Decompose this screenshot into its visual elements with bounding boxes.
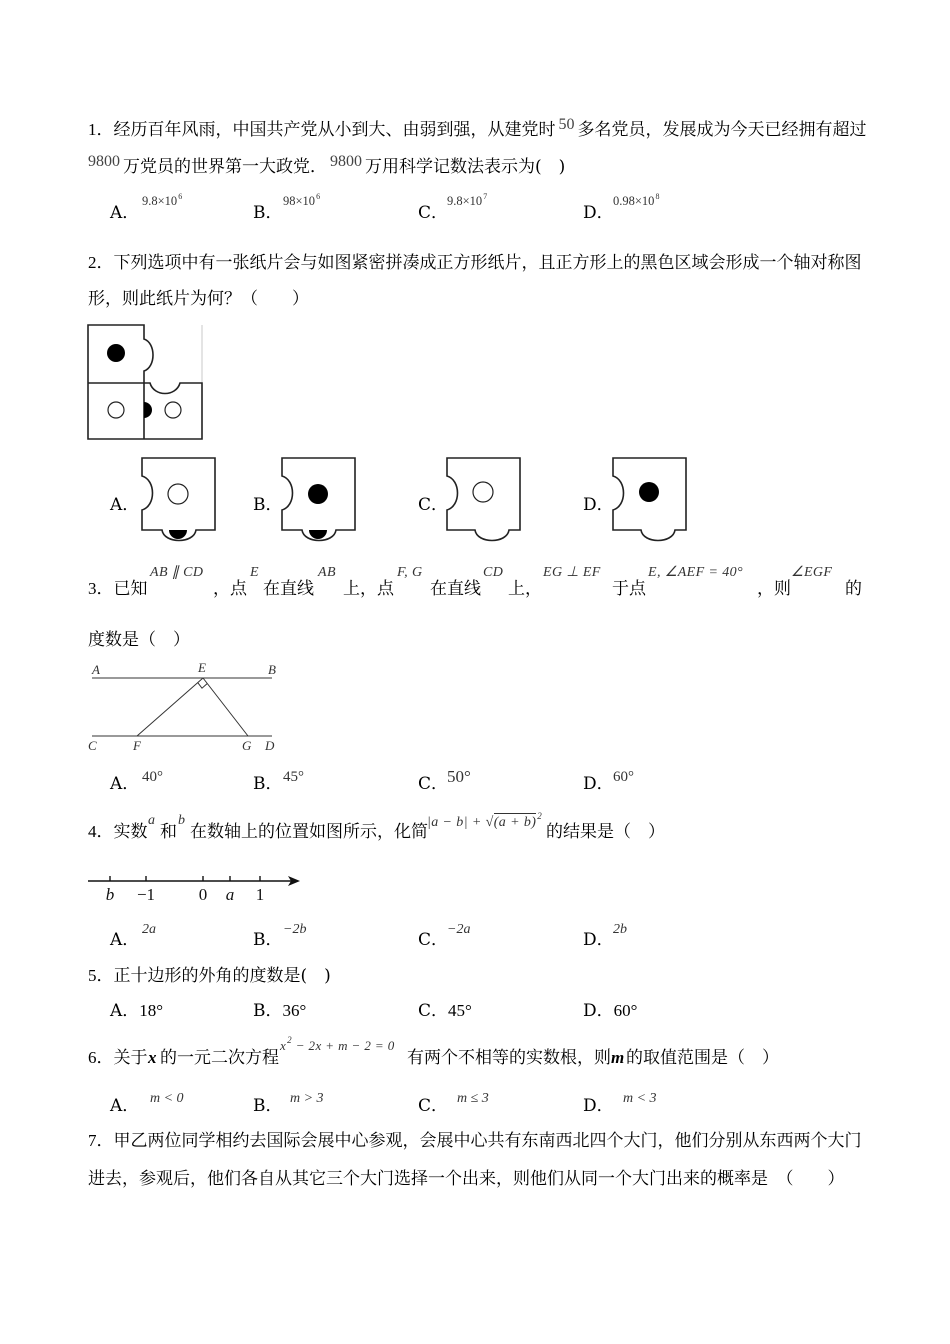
label-a: A xyxy=(92,662,100,677)
q6-option-c-value: m ≤ 3 xyxy=(457,1091,489,1106)
q3-t6: 上， xyxy=(508,579,542,599)
label-minus-one: −1 xyxy=(136,885,156,904)
q6-var-m: m xyxy=(611,1048,625,1067)
q2-option-d-figure xyxy=(609,454,691,546)
formula-radicand: (a + b) xyxy=(493,815,537,830)
q1-option-c-value xyxy=(447,192,487,212)
q6-var-x: x xyxy=(148,1048,157,1067)
q3-option-b-value: 45° xyxy=(283,769,304,785)
half-filled-circle xyxy=(169,530,187,539)
q1-option-c-base: 9.8×10 xyxy=(447,194,483,208)
q1-text1: 经历百年风雨，中国共产党从小到大、由弱到强，从建党时 xyxy=(113,120,556,140)
q4-option-d-value: 2b xyxy=(613,922,627,937)
q6-t1: 关于 xyxy=(113,1048,148,1068)
q4-option-a-value: 2a xyxy=(142,922,156,937)
q4-formula xyxy=(427,813,542,833)
q2-option-d-label: D． xyxy=(583,495,614,515)
q2-option-c-figure xyxy=(443,454,525,546)
q6-t3: 有两个不相等的实数根，则 xyxy=(407,1048,611,1068)
formula-abs: |a − b| xyxy=(427,815,468,830)
label-f: F xyxy=(133,738,141,753)
equation-var: x xyxy=(280,1038,287,1053)
half-filled-circle xyxy=(309,530,327,539)
half-filled-circle xyxy=(144,402,152,418)
q5-number: 5． xyxy=(88,966,114,985)
q1-option-a-base: 9.8×10 xyxy=(142,194,178,208)
q1-option-a-value xyxy=(142,192,182,212)
q3-math-points-fg: F, G xyxy=(397,565,423,580)
q7-line1 xyxy=(88,1130,862,1152)
q6-option-b-value: m > 3 xyxy=(290,1091,324,1106)
filled-circle xyxy=(308,484,328,504)
q4-t4: 的结果是（ ） xyxy=(546,822,665,842)
q3-t5: 在直线 xyxy=(430,579,481,599)
hollow-circle xyxy=(165,402,181,418)
q3-math-angle-egf: ∠EGF xyxy=(791,565,833,580)
q3-option-d-label: D． xyxy=(583,774,614,794)
label-g: G xyxy=(242,738,252,753)
piece-outline xyxy=(447,458,520,541)
q2-option-a-label: A． xyxy=(110,495,140,515)
q3-math-point-e: E xyxy=(250,565,259,580)
q2-number: 2． xyxy=(88,253,114,272)
right-angle-mark xyxy=(198,683,208,689)
q3-option-c-value: 50° xyxy=(447,767,471,786)
q3-t3: 在直线 xyxy=(263,579,314,599)
formula-radical: √ xyxy=(485,815,494,830)
q3-t1: 已知 xyxy=(113,579,148,599)
q6-option-a-label: A． xyxy=(110,1096,140,1116)
q4-var-a: a xyxy=(148,813,156,828)
q3-option-a-value: 40° xyxy=(142,769,163,785)
q1-line1 xyxy=(88,116,867,142)
q4-option-c-label: C． xyxy=(418,930,449,950)
q5-option-a xyxy=(110,1000,163,1022)
q2-line2: 形，则此纸片为何？（ ） xyxy=(88,289,309,309)
q5-option-c-label: C． xyxy=(418,1001,449,1021)
q1-option-b-exp: 6 xyxy=(316,192,321,201)
q4-option-a-label: A． xyxy=(110,930,140,950)
q3-option-c-label: C． xyxy=(418,774,449,794)
label-b: b xyxy=(105,885,115,904)
q1-line2 xyxy=(88,153,566,179)
piece-outline xyxy=(142,458,215,541)
label-e: E xyxy=(198,660,206,675)
q3-math-parallel: AB ∥ CD xyxy=(150,565,204,580)
q7-number: 7． xyxy=(88,1131,114,1150)
q5-option-d xyxy=(583,1000,637,1022)
label-d: D xyxy=(265,738,275,753)
q1-text2: 多名党员，发展成为今天已经拥有超过 xyxy=(577,120,867,140)
q2-option-a-figure xyxy=(138,454,220,546)
q1-option-b-base: 98×10 xyxy=(283,194,316,208)
q2-option-b-figure xyxy=(278,454,360,546)
q3-line2: 度数是（ ） xyxy=(88,630,190,650)
q2-line1 xyxy=(88,252,862,274)
q5-option-b-value: 36° xyxy=(282,1001,307,1020)
q1-option-a-exp: 6 xyxy=(178,192,183,201)
q3-option-a-label: A． xyxy=(110,774,140,794)
q6-option-d-value: m < 3 xyxy=(623,1091,657,1106)
q1-text3: 万党员的世界第一大政党． xyxy=(123,157,327,177)
q6-option-c-label: C． xyxy=(418,1096,449,1116)
q4-lead xyxy=(88,821,148,843)
q1-option-d-label: D． xyxy=(583,203,614,223)
q7-line2: 进去，参观后，他们各自从其它三个大门选择一个出来，则他们从同一个大门出来的概率是 （ ） xyxy=(88,1169,845,1189)
q7-text1: 甲乙两位同学相约去国际会展中心参观，会展中心共有东南西北四个大门，他们分别从东西两个大门 xyxy=(113,1131,862,1151)
q5-option-c-value: 45° xyxy=(448,1001,472,1020)
q6-t2: 的一元二次方程 xyxy=(160,1048,279,1068)
q6-lead xyxy=(88,1047,148,1069)
hollow-circle xyxy=(108,402,124,418)
q3-math-line-cd: CD xyxy=(483,565,504,580)
q4-t3: 在数轴上的位置如图所示，化简 xyxy=(190,822,428,842)
equation-exp: 2 xyxy=(287,1035,293,1045)
q5-option-a-label: A． xyxy=(110,1001,140,1021)
q3-t9: 的 xyxy=(845,579,862,599)
q1-option-d-base: 0.98×10 xyxy=(613,194,655,208)
q3-t7: 于点 xyxy=(612,579,646,599)
hollow-circle xyxy=(473,482,493,502)
q5-line xyxy=(88,965,331,987)
q3-option-d-value: 60° xyxy=(613,769,634,785)
formula-plus: + xyxy=(471,815,482,830)
filled-circle xyxy=(107,344,125,362)
label-a: a xyxy=(225,885,235,904)
q3-number: 3． xyxy=(88,579,114,598)
q5-option-b xyxy=(253,1000,306,1022)
q4-t1: 实数 xyxy=(113,822,148,842)
q3-math-line-ab: AB xyxy=(318,565,336,580)
q1-option-b-value xyxy=(283,192,320,212)
segment-eg xyxy=(203,678,248,736)
puzzle-outline xyxy=(88,325,202,439)
q3-geometry-figure xyxy=(84,658,284,754)
q5-option-d-label: D． xyxy=(583,1001,614,1021)
q4-var-b: b xyxy=(178,813,186,828)
q3-math-angle-aef: E, ∠AEF = 40° xyxy=(648,565,744,580)
q5-option-b-label: B． xyxy=(253,1001,283,1021)
q2-text1: 下列选项中有一张纸片会与如图紧密拼凑成正方形纸片，且正方形上的黑色区域会形成一个轴对称图 xyxy=(113,253,862,273)
label-zero: 0 xyxy=(198,885,208,904)
q1-option-c-label: C． xyxy=(418,203,449,223)
q5-option-c xyxy=(418,1000,472,1022)
segment-ef xyxy=(137,678,203,736)
q6-number: 6． xyxy=(88,1048,114,1067)
q4-option-c-value: −2a xyxy=(447,922,471,937)
q4-option-b-label: B． xyxy=(253,930,283,950)
q4-number: 4． xyxy=(88,822,114,841)
q1-number: 1． xyxy=(88,120,114,139)
formula-exp: 2 xyxy=(537,811,543,821)
q6-option-b-label: B． xyxy=(253,1096,283,1116)
equation-rest: − 2x + m − 2 = 0 xyxy=(292,1038,395,1053)
q6-option-a-value: m < 0 xyxy=(150,1091,184,1106)
q1-num-9800-a: 9800 xyxy=(88,153,120,170)
q6-t4: 的取值范围是（ ） xyxy=(626,1048,779,1068)
filled-circle xyxy=(639,482,659,502)
q1-num-9800-b: 9800 xyxy=(330,153,362,170)
label-one: 1 xyxy=(255,885,265,904)
q4-option-b-value: −2b xyxy=(283,922,307,937)
q1-num-50: 50 xyxy=(558,116,575,133)
q1-option-d-value xyxy=(613,192,659,212)
q4-t2: 和 xyxy=(160,822,177,842)
q4-option-d-label: D． xyxy=(583,930,614,950)
q1-option-d-exp: 8 xyxy=(655,192,660,201)
q4-number-line xyxy=(84,866,306,906)
q5-option-a-value: 18° xyxy=(139,1001,164,1020)
q5-text: 正十边形的外角的度数是( ) xyxy=(113,966,331,986)
q3-lead xyxy=(88,578,148,600)
q3-t2: ，点 xyxy=(213,579,247,599)
label-b: B xyxy=(268,662,276,677)
q3-t8: ，则 xyxy=(757,579,791,599)
hollow-circle xyxy=(168,484,188,504)
q1-option-b-label: B． xyxy=(253,203,283,223)
q2-puzzle-figure xyxy=(86,323,206,443)
q3-option-b-label: B． xyxy=(253,774,283,794)
q6-option-d-label: D． xyxy=(583,1096,614,1116)
q1-text4: 万用科学记数法表示为( ) xyxy=(365,157,566,177)
q6-equation xyxy=(280,1036,395,1057)
q3-math-perpendicular: EG ⊥ EF xyxy=(543,565,601,580)
q2-option-c-label: C． xyxy=(418,495,449,515)
q1-option-c-exp: 7 xyxy=(483,192,488,201)
q3-t4: 上，点 xyxy=(343,579,394,599)
q5-option-d-value: 60° xyxy=(613,1001,638,1020)
q1-option-a-label: A． xyxy=(110,203,140,223)
label-c: C xyxy=(88,738,97,753)
q2-option-b-label: B． xyxy=(253,495,283,515)
